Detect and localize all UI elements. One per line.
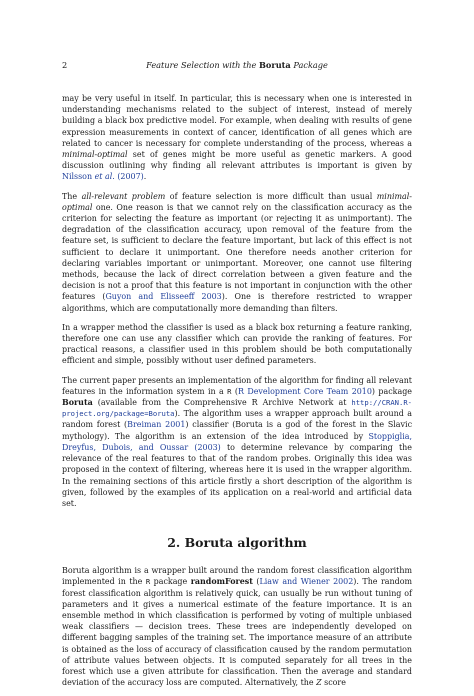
paragraph-3: In a wrapper method the classifier is used as a black box returning a feature ranking, therefore one can use any classifier which can provide the ranking of features. For practical reasons, a classifier used in this problem should be both computationally efficient and simple, possibly without user defined parameters.: [62, 322, 412, 366]
cran-url-link[interactable]: http://CRAN.R-project.org/package=Boruta: [62, 398, 412, 419]
running-header: [62, 58, 412, 72]
citation-link-breiman[interactable]: Breiman 2001: [127, 420, 186, 430]
running-title: Feature Selection with the Boruta Package: [146, 60, 328, 70]
citation-link-guyon[interactable]: Guyon and Elisseeff 2003: [105, 292, 222, 302]
citation-link-stoppiglia[interactable]: Stoppiglia, Dreyfus, Dubois, and Oussar (2003): [62, 431, 412, 452]
paragraph-4: The current paper presents an implementation of the algorithm for finding all relevant features in the information system in a R (R Development Core Team 2010) package Boruta (available from the Comprehensive R Archive Network at http://CRAN.R-project.org/package=Boruta). The algorithm uses a wrapper approach built around a random forest (Breiman 2001) classifier (Boruta is a god of the forest in the Slavic mythology). The algorithm is an extension of the idea introduced by Stoppiglia, Dreyfus, Dubois, and Oussar (2003) to determine relevance by comparing the relevance of the real features to that of the random probes. Originally this idea was proposed in the context of filtering, whereas here it is used in the wrapper algorithm. In the remaining sections of this article firstly a short description of the algorithm is given, followed by the examples of its application on a real-world and artificial data set.: [62, 375, 413, 508]
paragraph-5: Boruta algorithm is a wrapper built around the random forest classification algorithm implemented in the R package randomForest (Liaw and Wiener 2002). The random forest classification algorithm is relatively quick, can usually be run without tuning of parameters and it gives a numerical estimate of the feature importance. It is an ensemble method in which classification is performed by voting of multiple unbiased weak classifiers — decision trees. These trees are independently developed on different bagging samples of the training set. The importance measure of an attribute is obtained as the loss of accuracy of classification caused by the random permutation of attribute values between objects. It is computed separately for all trees in the forest which use a given attribute for classification. Then the average and standard deviation of the accuracy loss are computed. Alternatively, the Z score: [62, 566, 413, 688]
paragraph-1: may be very useful in itself. In particular, this is necessary when one is interested in understanding mechanisms related to the subject of interest, instead of merely building a black box predictive model. For example, when dealing with results of gene expression measurements in context of cancer, identification of all genes which are related to cancer is necessary for complete understanding of the process, whereas a minimal-optimal set of genes might be more useful as genetic markers. A good discussion outlining why finding all relevant attributes is important is given by Nilsson et al. (2007).: [62, 94, 412, 182]
citation-link-liaw[interactable]: Liaw and Wiener 2002: [259, 577, 354, 587]
package-name: Boruta: [62, 398, 93, 408]
citation-link-rdct[interactable]: R Development Core Team 2010: [237, 386, 372, 396]
citation-link-nilsson[interactable]: Nilsson et al. (2007): [62, 172, 144, 182]
paragraph-2: The all-relevant problem of feature selection is more difficult than usual minimal-optimal one. One reason is that we cannot rely on the classification accuracy as the criterion for selecting the feature as important (or rejecting it as unimportant). The degradation of the classification accuracy, upon removal of the feature from the feature set, is sufficient to declare the feature important, but lack of this effect is not sufficient to declare it unimportant. One therefore needs another criterion for declaring variables important or unimportant. Moreover, one cannot use filtering methods, because the lack of direct correlation between a given feature and the decision is not a proof that this feature is not important in conjunction with the other features (Guyon and Elisseeff 2003). One is therefore restricted to wrapper algorithms, which are computationally more demanding than filters.: [62, 191, 412, 313]
page-number: 2: [62, 60, 68, 70]
package-name: randomForest: [190, 577, 253, 587]
article-body: [62, 93, 412, 696]
package-name: Boruta: [259, 60, 291, 70]
section-heading: 2. Boruta algorithm: [167, 535, 307, 551]
